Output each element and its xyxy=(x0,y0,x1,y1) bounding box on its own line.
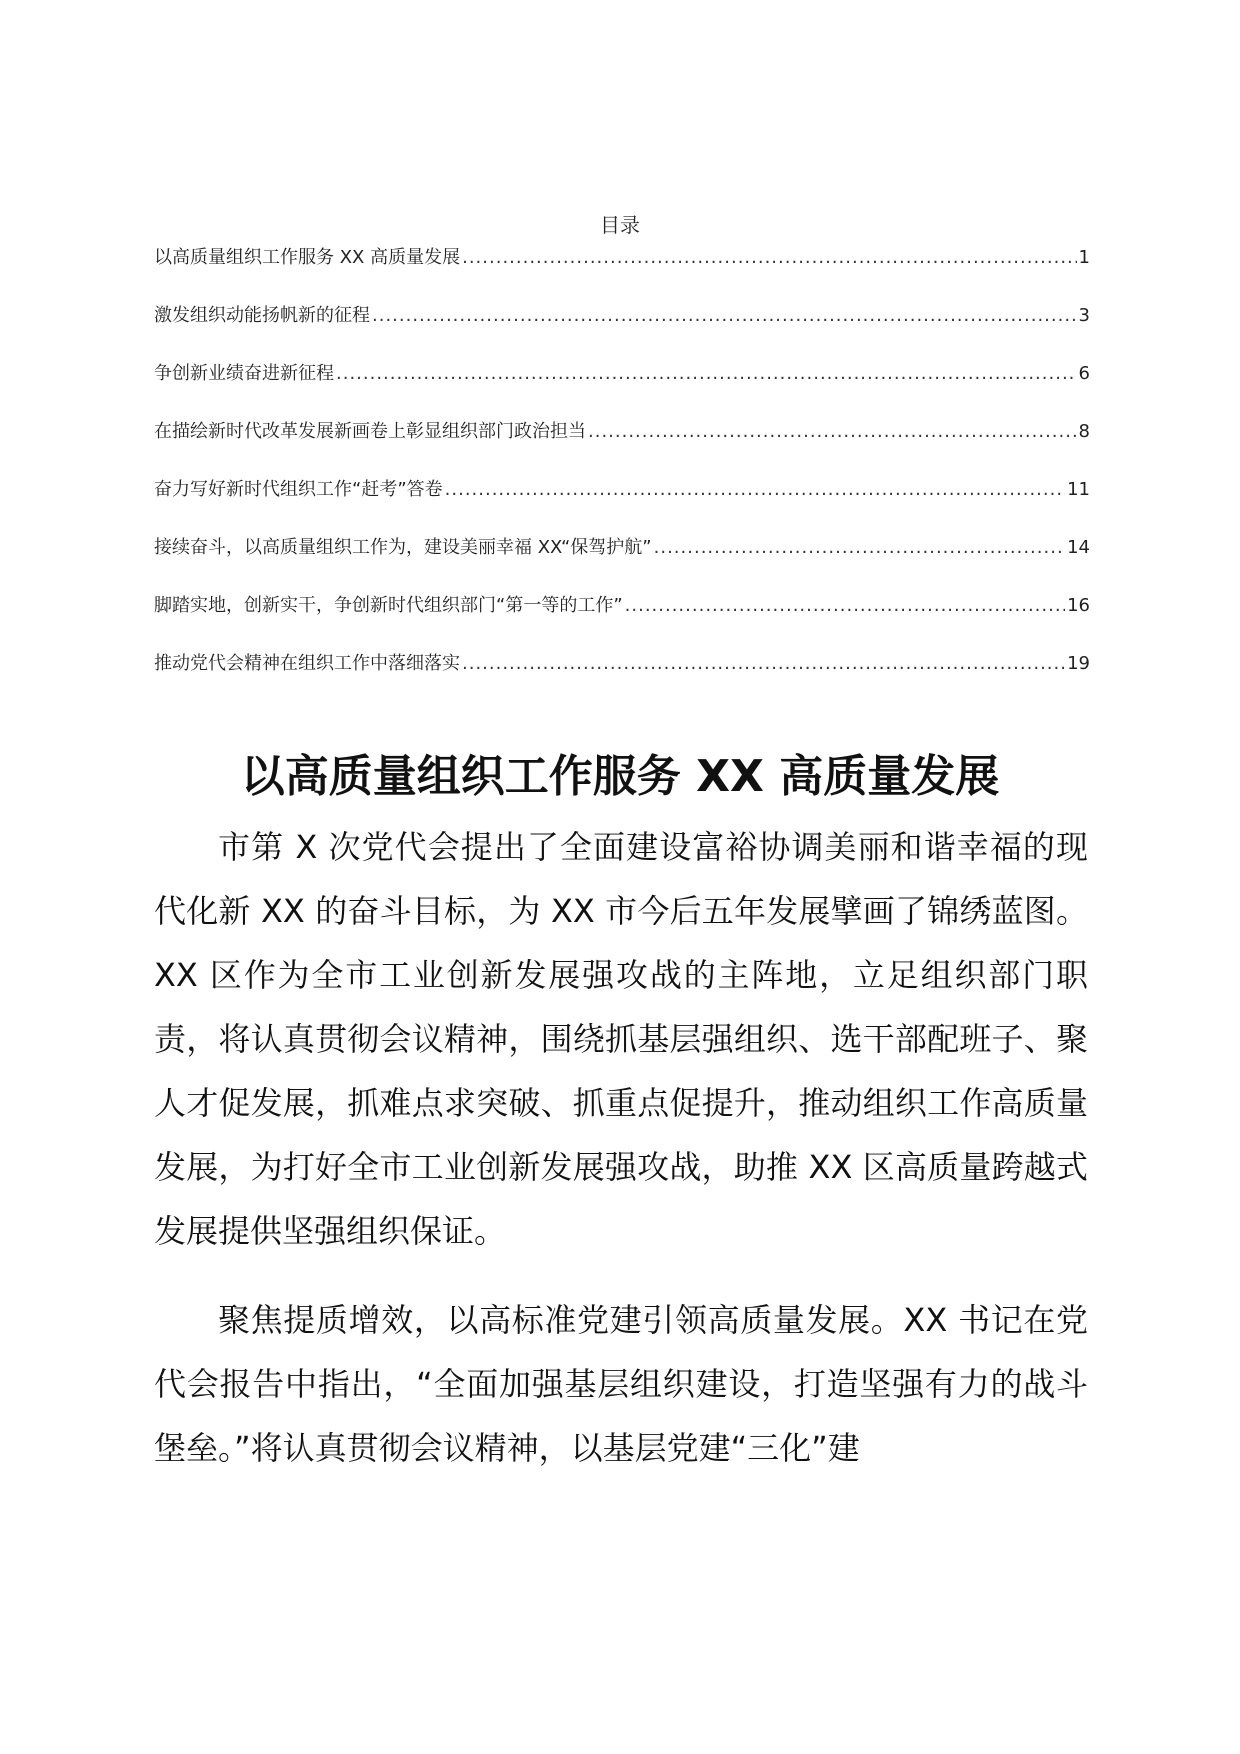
toc-entry[interactable] xyxy=(154,362,1090,420)
article-title: 以高质量组织工作服务 XX 高质量发展 xyxy=(240,751,1000,803)
toc-leader-dots xyxy=(625,594,1065,618)
table-of-contents xyxy=(154,246,1090,710)
toc-entry-page: 11 xyxy=(1067,479,1090,500)
toc-entry-text: 奋力写好新时代组织工作“赶考”答卷 xyxy=(154,479,443,500)
toc-entry[interactable] xyxy=(154,594,1090,652)
toc-entry-text: 接续奋斗，以高质量组织工作为，建设美丽幸福 XX“保驾护航” xyxy=(154,537,652,558)
toc-entry-text: 以高质量组织工作服务 XX 高质量发展 xyxy=(154,247,461,268)
toc-entry-page: 16 xyxy=(1067,595,1090,616)
toc-leader-dots xyxy=(372,304,1077,328)
toc-entry[interactable] xyxy=(154,420,1090,478)
toc-entry-page: 3 xyxy=(1078,305,1090,326)
toc-entry-page: 1 xyxy=(1078,247,1090,268)
toc-leader-dots xyxy=(336,362,1077,386)
toc-entry-text: 激发组织动能扬帆新的征程 xyxy=(154,305,370,326)
toc-entry-page: 8 xyxy=(1078,421,1090,442)
article-paragraph: 聚焦提质增效，以高标准党建引领高质量发展。XX 书记在党代会报告中指出，“全面加强基层组织建设，打造坚强有力的战斗堡垒。”将认真贯彻会议精神，以基层党建“三化”建 xyxy=(154,1301,1088,1467)
article-paragraph: 市第 X 次党代会提出了全面建设富裕协调美丽和谐幸福的现代化新 XX 的奋斗目标，为 XX 市今后五年发展擘画了锦绣蓝图。XX 区作为全市工业创新发展强攻战的主阵地，立足组织部门职责，将认真贯彻会议精神，围绕抓基层强组织、选干部配班子、聚人才促发展，抓难点求突破、抓重点促提升，推动组织工作高质量发展，为打好全市工业创新发展强攻战，助推 XX 区高质量跨越式发展提供坚强组织保证。 xyxy=(154,828,1088,1250)
toc-entry-page: 6 xyxy=(1078,363,1090,384)
toc-entry[interactable] xyxy=(154,652,1090,710)
toc-entry-text: 争创新业绩奋进新征程 xyxy=(154,363,334,384)
toc-leader-dots xyxy=(445,478,1065,502)
toc-leader-dots xyxy=(462,652,1065,676)
toc-entry[interactable] xyxy=(154,246,1090,304)
toc-entry-text: 脚踏实地，创新实干，争创新时代组织部门“第一等的工作” xyxy=(154,595,623,616)
toc-entry[interactable] xyxy=(154,478,1090,536)
toc-entry-text: 在描绘新时代改革发展新画卷上彰显组织部门政治担当 xyxy=(154,421,586,442)
toc-entry-page: 19 xyxy=(1067,653,1090,674)
toc-leader-dots xyxy=(588,420,1077,444)
toc-leader-dots xyxy=(654,536,1065,560)
toc-leader-dots xyxy=(462,246,1076,270)
toc-entry[interactable] xyxy=(154,304,1090,362)
toc-entry-text: 推动党代会精神在组织工作中落细落实 xyxy=(154,653,460,674)
toc-entry[interactable] xyxy=(154,536,1090,594)
toc-title: 目录 xyxy=(600,213,640,237)
toc-entry-page: 14 xyxy=(1067,537,1090,558)
